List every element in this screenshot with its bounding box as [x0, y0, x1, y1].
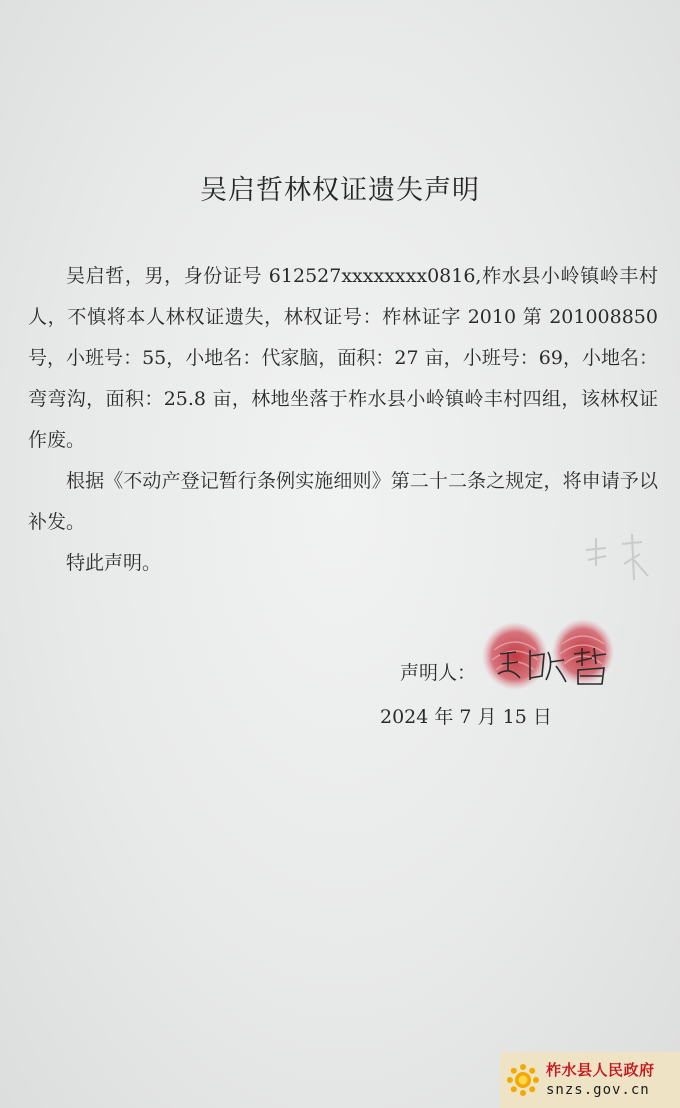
- signer-label: 声明人：: [400, 662, 477, 684]
- paragraph-statement: 吴启哲，男，身份证号 612527xxxxxxxx0816,柞水县小岭镇岭丰村人，不慎将本人林权证遗失，林权证号：柞林证字 2010 第 201008850 号，小班号：55，小地名：代家脑，面积：27 亩，小班号：69，小地名：弯弯沟，面积：25.8 亩，林地坐落于柞水县小岭镇岭丰村四组，该林权证作废。: [28, 265, 658, 451]
- watermark-url: snzs.gov.cn: [546, 1082, 650, 1098]
- handwritten-signature: [496, 644, 616, 690]
- sun-logo-icon: [506, 1063, 540, 1097]
- paragraph-regulation: 根据《不动产登记暂行条例实施细则》第二十二条之规定，将申请予以补发。: [28, 470, 658, 533]
- faint-pencil-mark: [578, 530, 658, 590]
- declaration-date: 2024 年 7 月 15 日: [380, 706, 552, 728]
- paragraph-closing: 特此声明。: [66, 552, 162, 574]
- watermark-org-name: 柞水县人民政府: [546, 1061, 655, 1079]
- document-title: 吴启哲林权证遗失声明: [200, 175, 480, 206]
- government-watermark: [500, 1052, 680, 1108]
- document-body: [28, 256, 658, 584]
